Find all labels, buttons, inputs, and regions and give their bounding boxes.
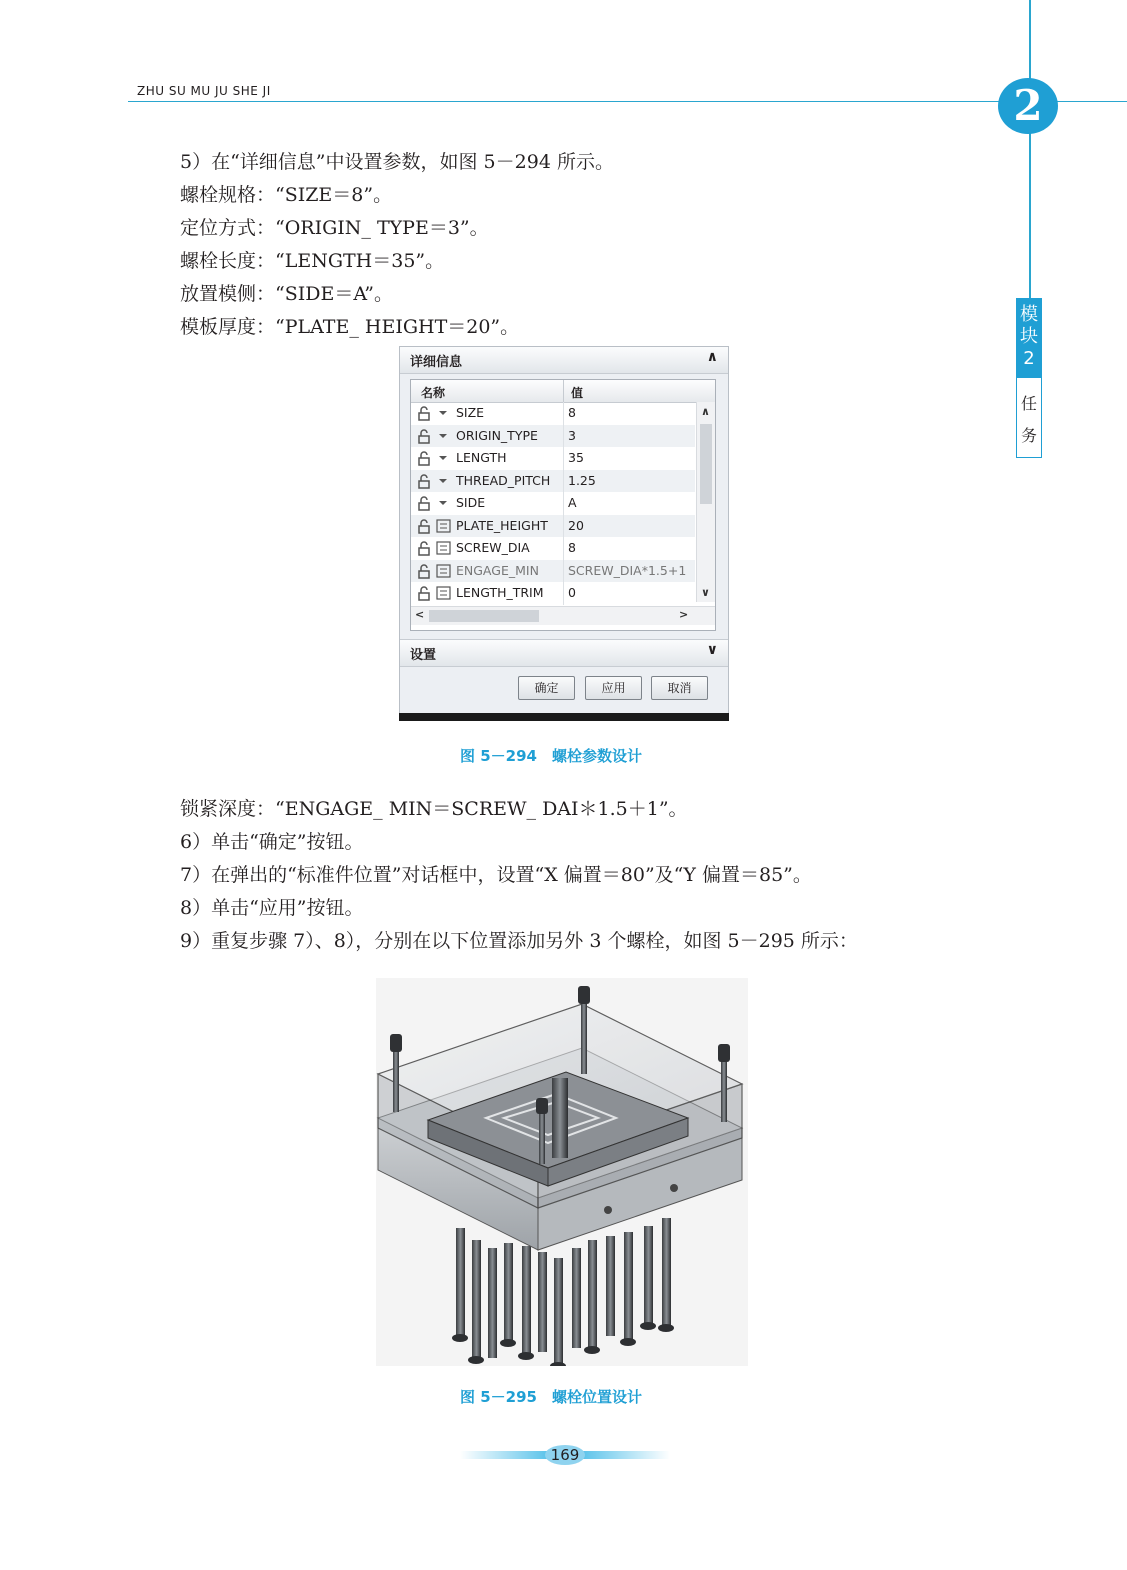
table-row[interactable] <box>411 425 695 448</box>
param-value[interactable]: SCREW_DIA*1.5+1 <box>568 562 687 578</box>
param-value[interactable]: 8 <box>568 540 576 555</box>
horizontal-scroll-thumb[interactable] <box>429 610 539 622</box>
mold-bolt-figure <box>376 978 748 1366</box>
task-tab <box>1016 378 1042 458</box>
param-value[interactable]: 3 <box>568 427 576 443</box>
page-number: 169 <box>550 1446 580 1464</box>
lock-dropdown-icon <box>417 495 457 511</box>
table-row[interactable] <box>411 515 695 538</box>
scroll-right-icon[interactable]: > <box>679 608 689 621</box>
lock-dropdown-icon <box>417 405 457 421</box>
param-name: SIDE <box>456 495 486 510</box>
cell-separator <box>563 492 564 515</box>
lock-expression-icon <box>417 540 457 556</box>
scroll-up-icon[interactable]: ∧ <box>701 405 710 418</box>
param-value[interactable]: 8 <box>568 405 576 420</box>
chevron-down-icon[interactable]: ∨ <box>706 642 718 658</box>
table-row[interactable] <box>411 560 695 583</box>
settings-section-header[interactable] <box>400 639 728 667</box>
step-9-text: 9）重复步骤 7）、8），分别在以下位置添加另外 3 个螺栓，如图 5－295 所示： <box>180 930 858 952</box>
param-value[interactable]: 35 <box>568 450 584 465</box>
cell-separator <box>563 425 564 448</box>
lock-dropdown-icon <box>417 428 457 444</box>
param-name: PLATE_HEIGHT <box>456 517 548 533</box>
table-row[interactable] <box>411 492 695 515</box>
chevron-up-icon[interactable]: ∧ <box>706 349 718 365</box>
lock-expression-icon <box>417 563 457 579</box>
param-length-text: 螺栓长度：“LENGTH＝35”。 <box>180 250 445 272</box>
cell-separator <box>563 537 564 560</box>
header-rule <box>128 101 1127 102</box>
step-5-text: 5）在“详细信息”中设置参数，如图 5－294 所示。 <box>180 151 614 173</box>
param-name: THREAD_PITCH <box>456 472 551 488</box>
vertical-scrollbar[interactable] <box>696 402 715 602</box>
param-size-text: 螺栓规格：“SIZE＝8”。 <box>180 184 393 206</box>
table-header <box>411 380 715 403</box>
param-name: ORIGIN_TYPE <box>456 427 538 443</box>
task-tab-char-1: 任 <box>1020 394 1037 413</box>
running-title: ZHU SU MU JU SHE JI <box>137 84 271 98</box>
param-name: SCREW_DIA <box>456 540 530 555</box>
param-value[interactable]: 0 <box>568 585 576 600</box>
ok-button[interactable]: 确定 <box>518 676 575 700</box>
table-row[interactable] <box>411 470 695 493</box>
column-name-header[interactable]: 名称 <box>421 386 446 400</box>
table-row[interactable] <box>411 537 695 560</box>
sprue-bushing <box>552 1078 568 1158</box>
param-value[interactable]: A <box>568 495 577 510</box>
cell-separator <box>563 560 564 583</box>
details-dialog <box>399 346 729 721</box>
param-plate-text: 模板厚度：“PLATE_ HEIGHT＝20”。 <box>180 316 520 338</box>
param-value[interactable]: 1.25 <box>568 472 596 488</box>
cell-separator <box>563 470 564 493</box>
param-name: LENGTH_TRIM <box>456 585 544 600</box>
lock-dropdown-icon <box>417 473 457 489</box>
cell-separator <box>563 447 564 470</box>
table-row[interactable] <box>411 447 695 470</box>
details-section-header[interactable] <box>400 347 728 374</box>
parameter-table <box>410 379 716 631</box>
column-value-header[interactable]: 值 <box>571 386 584 400</box>
chapter-badge: 2 <box>998 78 1058 134</box>
figure-caption-295: 图 5－295 螺栓位置设计 <box>460 1388 642 1406</box>
param-origin-text: 定位方式：“ORIGIN_ TYPE＝3”。 <box>180 217 489 239</box>
page-number-banner <box>460 1444 670 1466</box>
cell-separator <box>563 582 564 605</box>
param-name: ENGAGE_MIN <box>456 562 539 578</box>
table-row[interactable] <box>411 402 695 425</box>
step-8-text: 8）单击“应用”按钮。 <box>180 897 364 919</box>
margin-rule <box>1029 0 1031 300</box>
details-section-title: 详细信息 <box>410 355 463 370</box>
figure-caption-294: 图 5－294 螺栓参数设计 <box>460 747 642 765</box>
lock-dropdown-icon <box>417 450 457 466</box>
lock-expression-icon <box>417 585 457 601</box>
step-6-text: 6）单击“确定”按钮。 <box>180 831 364 853</box>
dialog-bottom-edge <box>399 713 729 721</box>
horizontal-scrollbar[interactable] <box>411 606 715 625</box>
module-tab: 模块2 <box>1016 298 1042 378</box>
scroll-left-icon[interactable]: < <box>415 608 425 621</box>
step-7-text: 7）在弹出的“标准件位置”对话框中，设置“X 偏置＝80”及“Y 偏置＝85”。 <box>180 864 812 886</box>
lock-expression-icon <box>417 518 457 534</box>
column-separator <box>563 380 564 402</box>
scroll-down-icon[interactable]: ∨ <box>701 586 710 599</box>
param-name: LENGTH <box>456 450 507 465</box>
param-side-text: 放置模侧：“SIDE＝A”。 <box>180 283 393 305</box>
task-tab-char-2: 务 <box>1020 426 1037 445</box>
cell-separator <box>563 515 564 538</box>
cancel-button[interactable]: 取消 <box>651 676 708 700</box>
apply-button[interactable]: 应用 <box>585 676 642 700</box>
param-name: SIZE <box>456 405 485 420</box>
cell-separator <box>563 402 564 425</box>
param-value[interactable]: 20 <box>568 517 584 533</box>
settings-section-title: 设置 <box>410 648 437 663</box>
vertical-scroll-thumb[interactable] <box>700 424 712 504</box>
table-row[interactable] <box>411 582 695 605</box>
param-engage-text: 锁紧深度：“ENGAGE_ MIN＝SCREW_ DAI＊1.5＋1”。 <box>180 798 688 820</box>
